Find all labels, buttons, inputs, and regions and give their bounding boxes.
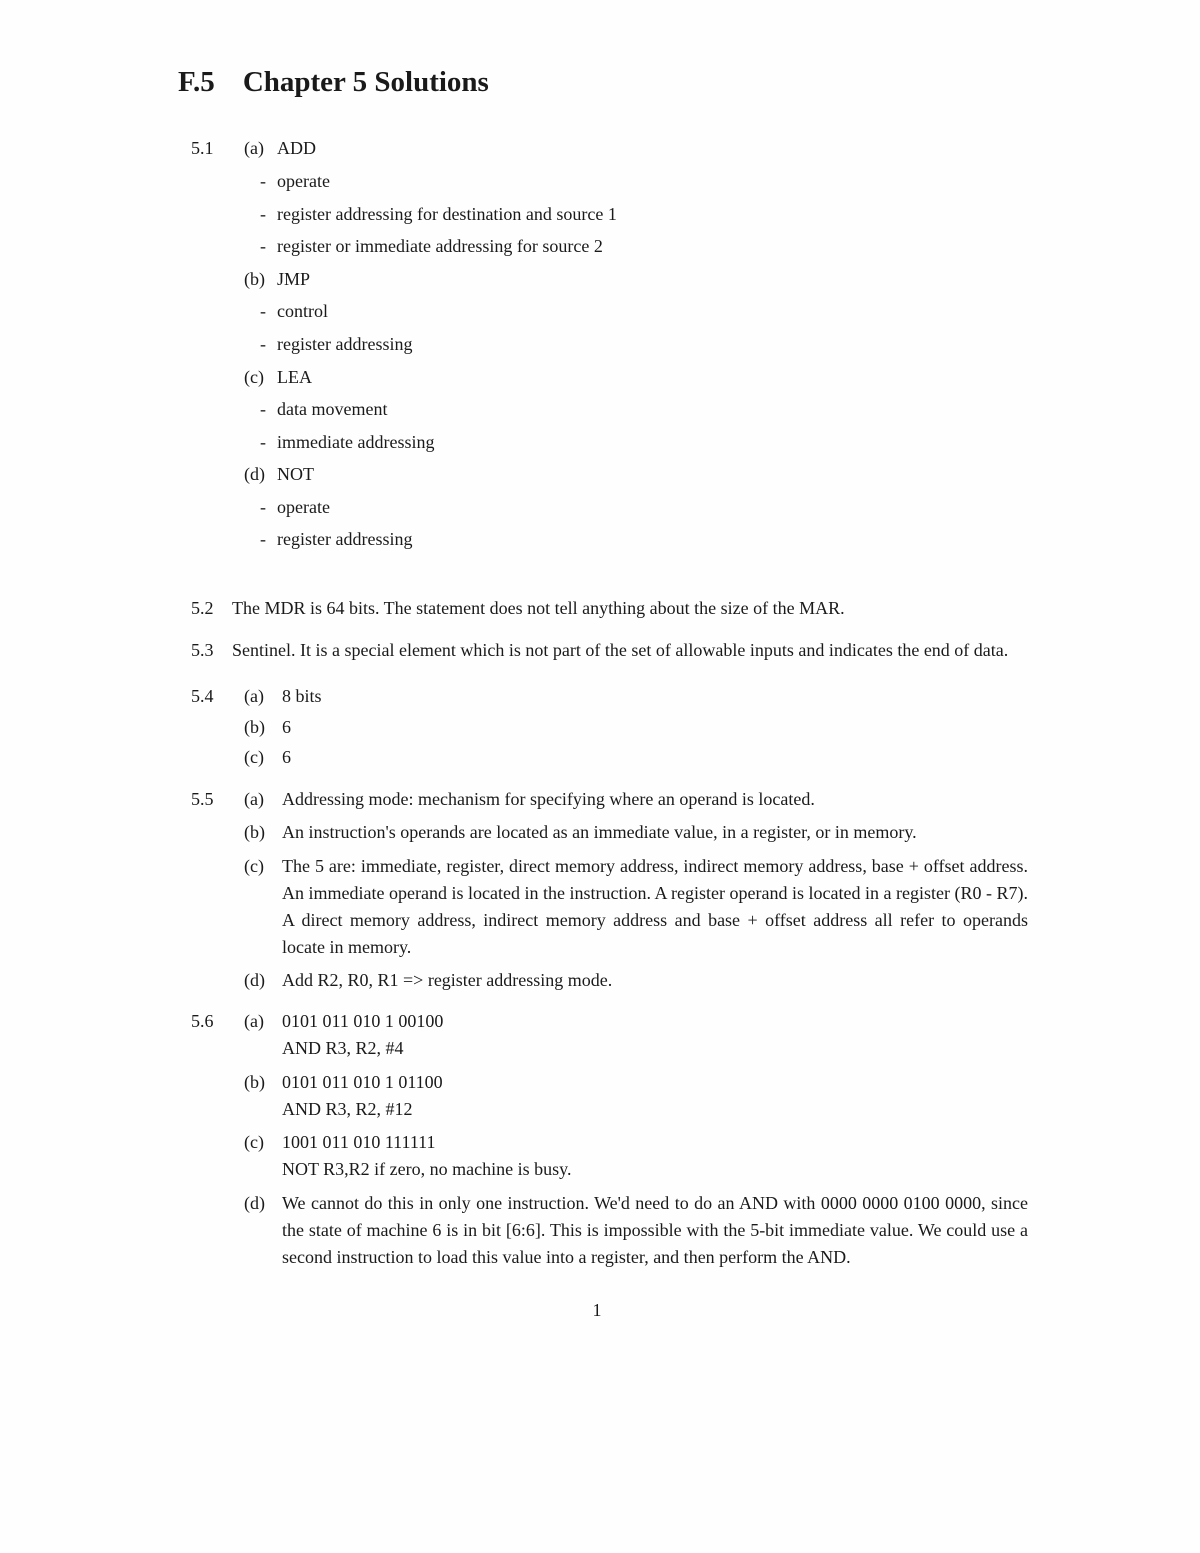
part-c (244, 742, 1028, 773)
problem-5-5 (191, 786, 1028, 995)
problem-5-6 (191, 1008, 1028, 1270)
bullet-text: control (277, 301, 328, 322)
bullet-text: operate (277, 170, 330, 191)
problem-text: Sentinel. It is a special element which is not part of the set of allowable inputs and indicates the end of data. (232, 640, 1009, 661)
machine-code-line: 1001 011 010 111111 (282, 1132, 436, 1153)
part-label: (c) (244, 366, 264, 387)
part-label: (b) (244, 1071, 265, 1092)
part-d (244, 458, 1028, 556)
problem-number: 5.4 (191, 686, 214, 707)
part-label: (a) (244, 1011, 264, 1032)
bullet-dash: - (260, 431, 266, 452)
problem-body (244, 681, 1028, 773)
assembly-line: NOT R3,R2 if zero, no machine is busy. (282, 1159, 572, 1180)
part-a (244, 1008, 1028, 1062)
part-title: JMP (277, 268, 311, 289)
part-label: (b) (244, 268, 265, 289)
part-text: Add R2, R0, R1 => register addressing mode. (282, 970, 613, 991)
bullet-text: register or immediate addressing for source 2 (277, 236, 603, 257)
part-b (244, 712, 1028, 743)
part-label: (a) (244, 138, 264, 159)
part-label: (c) (244, 1132, 264, 1153)
part-label: (a) (244, 686, 264, 707)
part-a (244, 786, 1028, 813)
part-answer: 8 bits (282, 686, 322, 707)
problem-number: 5.5 (191, 788, 214, 809)
part-label: (d) (244, 464, 265, 485)
part-b (244, 1069, 1028, 1123)
part-text: An instruction's operands are located as an immediate value, in a register, or in memory. (282, 822, 917, 843)
part-label: (b) (244, 822, 265, 843)
bullet-dash: - (260, 333, 266, 354)
machine-code-line: 0101 011 010 1 01100 (282, 1071, 443, 1092)
problem-body (244, 786, 1028, 995)
part-title: ADD (277, 138, 316, 159)
bullet-dash: - (260, 236, 266, 257)
part-label: (c) (244, 856, 264, 877)
bullet-dash: - (260, 170, 266, 191)
bullet-text: immediate addressing (277, 431, 435, 452)
problem-number: 5.2 (191, 598, 214, 619)
part-text: The 5 are: immediate, register, direct memory address, indirect memory address, base + offset address. An immediate operand is located in the instruction. A register operand is located in a register (R0 - R7). A direct memory address, indirect memory address and base + offset address all refer to operands locate in memory. (282, 856, 1028, 957)
section-heading (0, 0, 1200, 99)
part-answer: 6 (282, 747, 291, 768)
part-label: (d) (244, 1192, 265, 1213)
problem-number: 5.1 (191, 138, 214, 159)
bullet-text: data movement (277, 399, 388, 420)
problem-5-1 (191, 132, 1028, 556)
part-b (244, 263, 1028, 361)
assembly-line: AND R3, R2, #4 (282, 1037, 404, 1058)
part-label: (b) (244, 716, 265, 737)
part-label: (c) (244, 747, 264, 768)
machine-code-line: 0101 011 010 1 00100 (282, 1011, 444, 1032)
bullet-dash: - (260, 203, 266, 224)
problem-number: 5.6 (191, 1011, 214, 1032)
assembly-line: AND R3, R2, #12 (282, 1098, 413, 1119)
page-number: 1 (592, 1300, 602, 1320)
part-text: We cannot do this in only one instruction. We'd need to do an AND with 0000 0000 0100 0000, since the state of machine 6 is in bit [6:6]. This is impossible with the 5-bit immediate value. We could use a second instruction to load this value into a register, and then perform the AND. (282, 1192, 1028, 1267)
part-answer: 6 (282, 716, 291, 737)
problem-text: The MDR is 64 bits. The statement does not tell anything about the size of the MAR. (232, 598, 845, 619)
bullet-dash: - (260, 496, 266, 517)
part-title: LEA (277, 366, 312, 387)
bullet-text: register addressing (277, 333, 413, 354)
problem-body (244, 132, 1028, 556)
section-number: F.5 (178, 66, 215, 98)
part-b (244, 819, 1028, 846)
part-c (244, 853, 1028, 960)
problem-5-3 (191, 637, 1028, 664)
problem-5-2 (191, 595, 1028, 622)
part-a (244, 132, 1028, 262)
part-d (244, 967, 1028, 994)
problem-number: 5.3 (191, 640, 214, 661)
part-text: Addressing mode: mechanism for specifying where an operand is located. (282, 788, 815, 809)
bullet-text: register addressing for destination and source 1 (277, 203, 617, 224)
bullet-dash: - (260, 399, 266, 420)
problem-5-4 (191, 681, 1028, 773)
problem-body (244, 1008, 1028, 1270)
section-title: Chapter 5 Solutions (242, 66, 489, 98)
part-label: (d) (244, 970, 265, 991)
part-c (244, 1129, 1028, 1183)
part-c (244, 361, 1028, 459)
part-d (244, 1190, 1028, 1270)
part-a (244, 681, 1028, 712)
solutions-list (0, 132, 1200, 1270)
bullet-text: operate (277, 496, 330, 517)
bullet-dash: - (260, 301, 266, 322)
bullet-dash: - (260, 529, 266, 550)
part-title: NOT (277, 464, 314, 485)
bullet-text: register addressing (277, 529, 413, 550)
part-label: (a) (244, 788, 264, 809)
